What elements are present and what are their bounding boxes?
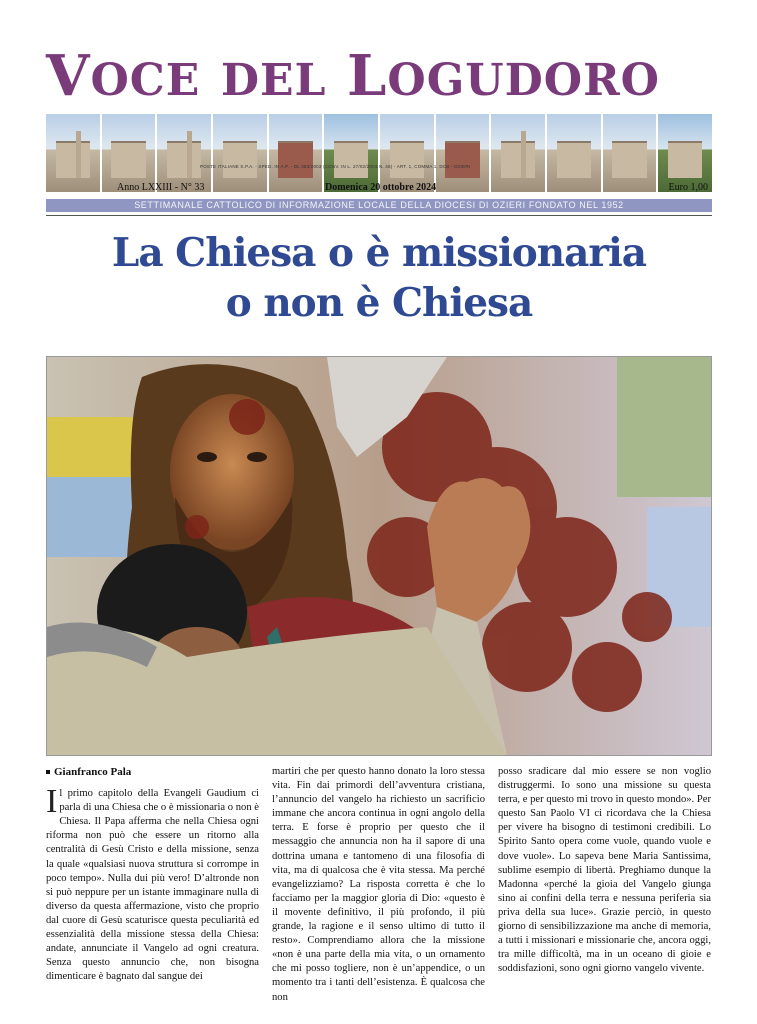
byline: Gianfranco Pala — [46, 765, 259, 779]
article-column-3 — [498, 765, 711, 976]
article-column-1 — [46, 765, 259, 984]
issue-price: Euro 1,00 — [668, 182, 708, 193]
column-text: martiri che per questo hanno donato la loro stessa vita. Fin dai primordi dell’avventura cristiana, l’annuncio del vangelo ha richiesto un sacrificio immane che ancora continua in ogni angolo della terra. E forse è proprio per questo che il messaggio che annuncia non ha il sapore di una dottrina umana e tantomeno di una filosofia di vita, ma di qualcosa che è vita stessa. Ma perché evangelizziamo? La risposta corretta è che lo facciamo per la maggior gloria di Dio: «questo è il movente definitivo, il più profondo, il più grande, la ragione e il senso ultimo di tutto il resto». Comprendiamo allora che la missione «non è una parte della mia vita, o un ornamento che mi posso togliere, non è un’appendice, o un momento tra i tanti dell’esistenza. È qualcosa che non — [272, 766, 485, 1003]
issue-number: Anno LXXIII - N° 33 — [117, 182, 205, 193]
headline — [46, 228, 712, 328]
headline-line-1: La Chiesa o è missionaria — [111, 230, 647, 276]
column-text: posso sradicare dal mio essere se non voglio distruggermi. Io sono una missione su questa terra, e per questo mi trovo in questo mondo». Per questo San Paolo VI ci ricordava che la Chiesa per vivere ha bisogno di testimoni credibili. Lo Spirito Santo opera come vuole, quando vuole e dove vuole». Lo sapeva bene Maria Santissima, sublime esempio di libertà. Preghiamo dunque la Madonna «perché la gioia del Vangelo giunga sino ai confini della terra e nessuna periferia sia priva della sua luce». Grazie perciò, in questo giorno di sensibilizzazione ma anche di memoria, a tutti i missionari e missionarie che, ancora oggi, tra mille difficoltà, ma in un oceano di gioie e soddisfazioni, sono ogni giorno vangelo vivente. — [498, 766, 711, 975]
masthead — [46, 38, 712, 114]
drop-cap: I — [46, 783, 58, 821]
article-column-2 — [272, 765, 485, 1005]
postal-note: POSTE ITALIANE S.P.A. - SPED. IN A.P. - DL 353/2003 (CONV. IN L. 27/02/2004 N. 46) - ART. 1, COMMA 1, DCB - OZIERI — [200, 164, 471, 169]
newspaper-title: VOCE DEL LOGUDORO — [46, 43, 661, 109]
main-photo — [46, 356, 712, 756]
divider — [46, 215, 712, 216]
column-text: l primo capitolo della Evangeli Gaudium ci parla di una Chiesa che o è missionaria o non è Chiesa. Il Papa afferma che nella Chiesa ogni riforma non può che essere un ritorno alla centralità di Gesù Cristo e della missione, senza la quale «qualsiasi nuova struttura si corrompe in poco tempo». Nulla dui più vero! D’altronde non si può neppure per un istante immaginare nulla di diverso da questa affermazione, visto che proprio dal cuore di Gesù scaturisce questa peculiarità ed essenzialità della missione stessa della Chiesa: andate, annunciate il Vangelo ad ogni creatura. Senza questo annuncio che, non bisogna dimenticare è bagnato dal sangue dei — [46, 788, 259, 983]
article-body — [46, 765, 712, 1015]
headline-line-2: o non è Chiesa — [225, 280, 533, 326]
newspaper-subtitle: SETTIMANALE CATTOLICO DI INFORMAZIONE LOCALE DELLA DIOCESI DI OZIERI FONDATO NEL 1952 — [46, 199, 712, 212]
issue-info — [46, 181, 712, 195]
issue-date: Domenica 20 ottobre 2024 — [325, 182, 437, 193]
